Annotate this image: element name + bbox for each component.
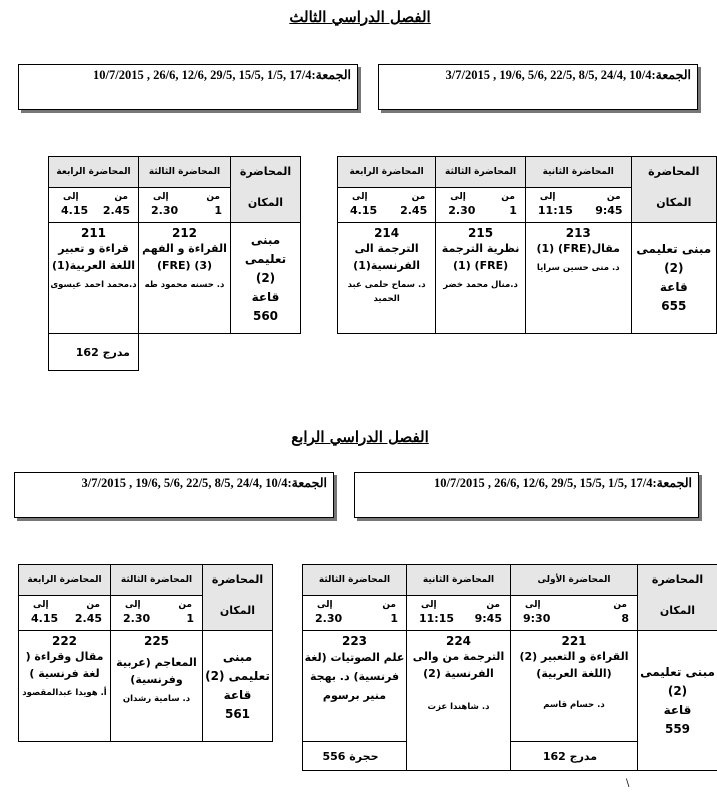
course-cell: 223 علم الصوتيات (لغة فرنسية) د. بهجة منير برسوم bbox=[303, 631, 407, 742]
place-cell: مبنى تعليمى (2) قاعة 655 bbox=[631, 223, 716, 334]
course-cell: 222 مقال وقراءة ( لغة فرنسية ) أ. هويدا عبدالمقصود bbox=[19, 631, 111, 742]
time-cell: من إلى 2.45 4.15 bbox=[338, 188, 436, 223]
sem3-dates-box-right: الجمعة:10/4 ,24/4 ,8/5 ,22/5 ,5/6 ,19/6 , 3/7/2015 bbox=[378, 64, 698, 110]
semester3-title: الفصل الدراسي الثالث bbox=[289, 8, 431, 26]
lecture-header: المحاضرة bbox=[651, 573, 704, 586]
time-cell: من إلى 1 2.30 bbox=[436, 188, 526, 223]
col-header: المحاضرة الثالثة bbox=[139, 157, 231, 188]
hall-cell: مدرج 162 bbox=[511, 742, 638, 771]
place-header: المكان bbox=[659, 604, 696, 617]
col-header: المحاضرة الثالثة bbox=[303, 565, 407, 596]
hall-cell: حجرة 556 bbox=[303, 742, 407, 771]
hall-cell: مدرج 162 bbox=[49, 334, 139, 371]
corner-cell bbox=[631, 157, 716, 223]
corner-cell bbox=[638, 565, 717, 631]
sem4-right-table bbox=[302, 564, 717, 771]
lecture-header: المحاضرة bbox=[648, 165, 700, 178]
time-cell: من إلى 9:45 11:15 bbox=[525, 188, 631, 223]
lecture-header: المحاضرة bbox=[239, 165, 292, 178]
col-header: المحاضرة الرابعة bbox=[49, 157, 139, 188]
sem3-dates-box-left: الجمعة:17/4 ,1/5 ,15/5 ,29/5 ,12/6 ,26/6 , 10/7/2015 bbox=[18, 64, 358, 110]
time-cell: من إلى 1 2.30 bbox=[139, 188, 231, 223]
time-cell: من إلى 1 2.30 bbox=[303, 596, 407, 631]
sem3-left-table bbox=[48, 156, 301, 371]
sem4-left-table bbox=[18, 564, 273, 742]
time-cell: من إلى 1 2.30 bbox=[111, 596, 203, 631]
course-cell: 221 القراءة و التعبير (2) (اللغة العربية) د. حسام قاسم bbox=[511, 631, 638, 742]
footer-mark: \ bbox=[626, 778, 630, 789]
sem3-right-table bbox=[337, 156, 717, 334]
course-cell: 212 القراءة و الفهم (3) (FRE) د. حسنه محمود طه bbox=[139, 223, 231, 334]
place-cell: مبنى تعليمى (2) قاعة 561 bbox=[203, 631, 273, 742]
place-header: المكان bbox=[219, 604, 256, 617]
course-cell: 224 الترجمة من والى الفرنسية (2) د. شاهندا عزت bbox=[407, 631, 511, 771]
col-header: المحاضرة الرابعة bbox=[338, 157, 436, 188]
place-header: المكان bbox=[656, 196, 692, 209]
time-cell: من إلى 2.45 4.15 bbox=[49, 188, 139, 223]
place-cell: مبنى تعليمى (2) قاعة 559 bbox=[638, 631, 717, 771]
course-cell: 214 الترجمة الى الفرنسية(1) د. سماح حلمى عبد الحميد bbox=[338, 223, 436, 334]
corner-cell bbox=[231, 157, 301, 223]
semester4-title: الفصل الدراسي الرابع bbox=[291, 428, 429, 446]
lecture-header: المحاضرة bbox=[211, 573, 264, 586]
col-header: المحاضرة الثالثة bbox=[111, 565, 203, 596]
corner-cell bbox=[203, 565, 273, 631]
course-cell: 213 مقال(FRE) (1) د. منى حسين سرايا bbox=[525, 223, 631, 334]
sem4-dates-box-right: الجمعة:17/4 ,1/5 ,15/5 ,29/5 ,12/6 ,26/6 , 10/7/2015 bbox=[354, 472, 699, 518]
course-cell: 211 قراءة و تعبير اللغة العربية(1) د.محمد احمد عيسوى bbox=[49, 223, 139, 334]
time-cell: من إلى 2.45 4.15 bbox=[19, 596, 111, 631]
time-cell: من إلى 8 9:30 bbox=[511, 596, 638, 631]
col-header: المحاضرة الثانية bbox=[525, 157, 631, 188]
col-header: المحاضرة الثالثة bbox=[436, 157, 526, 188]
col-header: المحاضرة الأولى bbox=[511, 565, 638, 596]
time-cell: من إلى 9:45 11:15 bbox=[407, 596, 511, 631]
course-cell: 225 المعاجم (عربية وفرنسية) د. سامية رشدان bbox=[111, 631, 203, 742]
sem4-dates-box-left: الجمعة:10/4 ,24/4 ,8/5 ,22/5 ,5/6 ,19/6 , 3/7/2015 bbox=[14, 472, 334, 518]
place-cell: مبنى تعليمى (2) قاعة 560 bbox=[231, 223, 301, 334]
place-header: المكان bbox=[247, 196, 284, 209]
course-cell: 215 نظرية الترجمة (FRE) (1) د.منال محمد خضر bbox=[436, 223, 526, 334]
col-header: المحاضرة الرابعة bbox=[19, 565, 111, 596]
col-header: المحاضرة الثانية bbox=[407, 565, 511, 596]
